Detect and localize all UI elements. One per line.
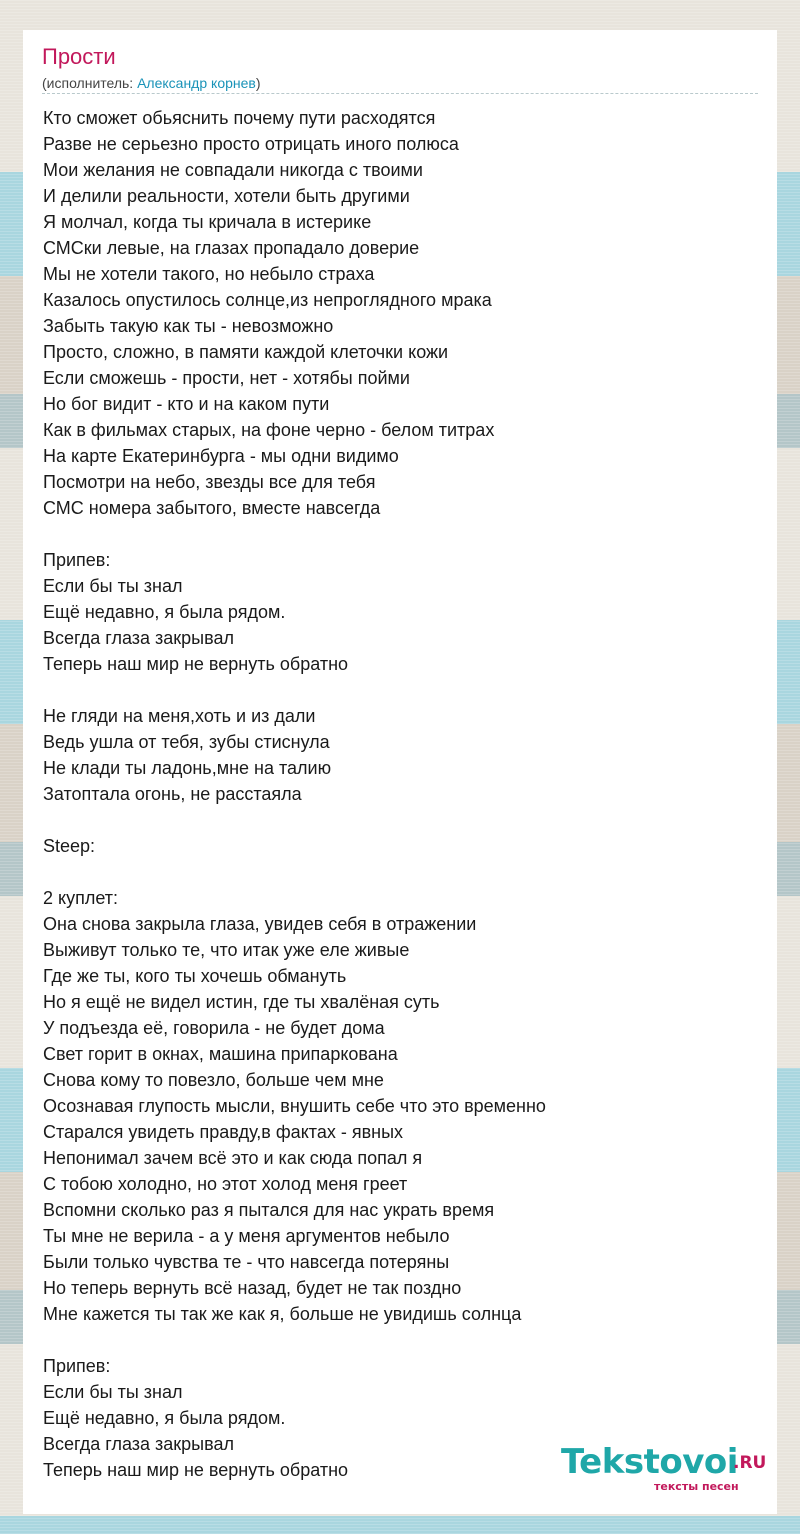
logo-tagline: тексты песен [654,1480,739,1493]
lyrics-line: Осознавая глупость мысли, внушить себе что это временно [43,1096,546,1116]
lyrics-line: Я молчал, когда ты кричала в истерике [43,212,372,232]
lyrics-blank-line [43,807,763,833]
logo-domain: .RU [733,1453,767,1473]
lyrics-card [23,30,777,1514]
lyrics-line: Steep: [43,836,96,856]
lyrics-line: Теперь наш мир не вернуть обратно [43,654,349,674]
title-divider [42,93,758,94]
lyrics-line: Если сможешь - прости, нет - хотябы пойми [43,368,410,388]
lyrics-blank-line [43,859,763,885]
lyrics-line: Кто сможет обьяснить почему пути расходятся [43,108,436,128]
lyrics-line: Ведь ушла от тебя, зубы стиснула [43,732,330,752]
lyrics-line: На карте Екатеринбурга - мы одни видимо [43,446,399,466]
lyrics-line: Снова кому то повезло, больше чем мне [43,1070,384,1090]
lyrics-line: И делили реальности, хотели быть другими [43,186,410,206]
lyrics-line: Были только чувства те - что навсегда потеряны [43,1252,450,1272]
lyrics-line: Мои желания не совпадали никогда с твоими [43,160,423,180]
lyrics-line: У подъезда её, говорила - не будет дома [43,1018,385,1038]
lyrics-line: Не гляди на меня,хоть и из дали [43,706,316,726]
lyrics-line: Припев: [43,1356,111,1376]
song-title: Прости [42,44,116,69]
lyrics-line: Свет горит в окнах, машина припаркована [43,1044,398,1064]
artist-link[interactable]: Александр корнев [137,75,256,91]
artist-prefix: (исполнитель: [42,75,138,91]
lyrics-text [43,105,763,1483]
lyrics-line: Затоптала огонь, не расстаяла [43,784,302,804]
lyrics-line: Припев: [43,550,111,570]
lyrics-line: Где же ты, кого ты хочешь обмануть [43,966,347,986]
lyrics-line: Просто, сложно, в памяти каждой клеточки кожи [43,342,449,362]
lyrics-line: Мне кажется ты так же как я, больше не увидишь солнца [43,1304,522,1324]
lyrics-line: С тобою холодно, но этот холод меня греет [43,1174,408,1194]
lyrics-line: Забыть такую как ты - невозможно [43,316,334,336]
lyrics-line: Но я ещё не видел истин, где ты хвалёная суть [43,992,440,1012]
lyrics-line: Всегда глаза закрывал [43,1434,234,1454]
lyrics-line: Казалось опустилось солнце,из непроглядного мрака [43,290,492,310]
lyrics-line: СМСки левые, на глазах пропадало доверие [43,238,420,258]
logo-wordmark: Tekstovoi [561,1442,738,1482]
lyrics-line: Но бог видит - кто и на каком пути [43,394,330,414]
site-logo[interactable] [561,1442,771,1498]
lyrics-line: Ты мне не верила - а у меня аргументов небыло [43,1226,450,1246]
lyrics-line: Выживут только те, что итак уже еле живые [43,940,410,960]
lyrics-line: Теперь наш мир не вернуть обратно [43,1460,349,1480]
lyrics-line: Ещё недавно, я была рядом. [43,602,286,622]
lyrics-line: Не клади ты ладонь,мне на талию [43,758,332,778]
artist-line [42,74,261,92]
lyrics-line: Посмотри на небо, звезды все для тебя [43,472,376,492]
lyrics-line: Она снова закрыла глаза, увидев себя в отражении [43,914,477,934]
lyrics-line: Если бы ты знал [43,1382,183,1402]
lyrics-line: Ещё недавно, я была рядом. [43,1408,286,1428]
lyrics-line: Непонимал зачем всё это и как сюда попал я [43,1148,423,1168]
lyrics-line: Разве не серьезно просто отрицать иного полюса [43,134,459,154]
lyrics-blank-line [43,1327,763,1353]
lyrics-blank-line [43,677,763,703]
lyrics-line: Но теперь вернуть всё назад, будет не так поздно [43,1278,462,1298]
lyrics-line: Вспомни сколько раз я пытался для нас украть время [43,1200,495,1220]
lyrics-line: Мы не хотели такого, но небыло страха [43,264,375,284]
lyrics-line: 2 куплет: [43,888,118,908]
lyrics-line: Как в фильмах старых, на фоне черно - белом титрах [43,420,495,440]
lyrics-blank-line [43,521,763,547]
lyrics-line: Старался увидеть правду,в фактах - явных [43,1122,404,1142]
lyrics-line: СМС номера забытого, вместе навсегда [43,498,381,518]
lyrics-line: Всегда глаза закрывал [43,628,234,648]
artist-suffix: ) [255,75,261,91]
lyrics-line: Если бы ты знал [43,576,183,596]
